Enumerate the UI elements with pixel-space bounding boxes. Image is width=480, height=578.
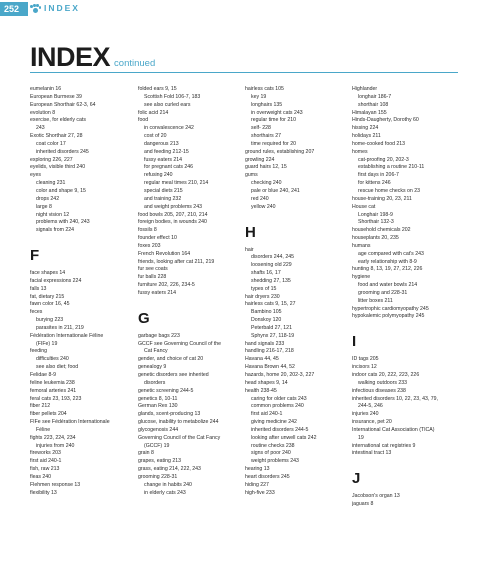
index-entry: fireworks 203 <box>30 450 61 457</box>
index-subentry: rescue home checks on 23 <box>358 187 420 194</box>
page-header <box>0 0 480 26</box>
index-subentry: injuries from 240 <box>36 442 75 449</box>
index-subentry: Shorthair 132-3 <box>358 219 394 226</box>
index-entry: handling 216-17, 218 <box>245 348 294 355</box>
index-entry: grooming 228-31 <box>138 473 178 480</box>
index-entry: hygiene <box>352 274 371 281</box>
paw-print-icon <box>30 4 40 14</box>
index-entry: insurance, pet 20 <box>352 419 392 426</box>
index-subentry: first aid 240-1 <box>251 411 283 418</box>
index-entry: ground rules, establishing 207 <box>245 148 315 155</box>
index-subentry: Longhair 198-9 <box>358 211 393 218</box>
index-entry: incisors 12 <box>352 364 377 371</box>
index-subentry: Donskoy 120 <box>251 317 282 324</box>
index-entry: facial expressions 224 <box>30 277 82 284</box>
index-entry: health 238-45 <box>245 387 277 394</box>
index-entry: hypertrophic cardiomyopathy 245 <box>352 305 429 312</box>
index-subentry: night vision 12 <box>36 211 70 218</box>
index-subentry: for kittens 246 <box>358 180 391 187</box>
index-entry: International Cat Association (TICA) <box>352 426 435 433</box>
index-entry: infectious diseases 238 <box>352 387 406 394</box>
index-column-3 <box>245 86 345 498</box>
page-number: 252 <box>0 2 28 16</box>
index-entry: glands, scent-producing 13 <box>138 411 201 418</box>
index-entry: heart disorders 245 <box>245 473 290 480</box>
index-entry: fiber pellets 204 <box>30 411 67 418</box>
index-entry: food <box>138 117 149 124</box>
section-letter: G <box>138 309 150 327</box>
index-column-2 <box>138 86 238 498</box>
index-entry: humans <box>352 242 371 249</box>
index-entry: GCCF see Governing Council of the <box>138 340 222 347</box>
index-subentry: caring for older cats 243 <box>251 395 307 402</box>
index-subentry: signs of poor 240 <box>251 450 291 457</box>
index-entry: glucose, inability to metabolize 244 <box>138 419 219 426</box>
index-entry: Himalayan 155 <box>352 109 387 116</box>
index-subentry: key 19 <box>251 93 267 100</box>
index-entry: homes <box>352 148 368 155</box>
index-subentry: cost of 20 <box>144 133 167 140</box>
index-subentry: shafts 16, 17 <box>251 270 281 277</box>
index-entry: femoral arteries 241 <box>30 387 77 394</box>
section-letter: I <box>352 333 357 351</box>
index-entry: European Shorthair 62-3, 64 <box>30 101 96 108</box>
index-entry: grass, eating 214, 222, 243 <box>138 466 201 473</box>
index-subentry: large 8 <box>36 203 52 210</box>
index-subentry: shorthair 108 <box>358 101 389 108</box>
index-entry: hunting 8, 13, 19, 27, 212, 226 <box>352 266 423 273</box>
index-entry: house-training 20, 23, 211 <box>352 195 412 202</box>
index-subentry: shorthairs 27 <box>251 133 281 140</box>
index-entry: foreign bodies, in wounds 240 <box>138 219 207 226</box>
index-entry: Havana 44, 45 <box>245 356 279 363</box>
index-entry: fossils 8 <box>138 227 157 234</box>
index-entry: growling 224 <box>245 156 275 163</box>
index-entry: fights 223, 224, 234 <box>30 434 76 441</box>
index-subentry: shedding 27, 135 <box>251 277 291 284</box>
index-subentry: 243 <box>36 125 45 132</box>
index-subentry: in convalescence 242 <box>144 125 194 132</box>
index-entry: European Burmese 39 <box>30 93 82 100</box>
section-letter: F <box>30 247 40 265</box>
index-columns <box>30 86 460 572</box>
index-entry: gender, and choice of cat 20 <box>138 356 204 363</box>
index-subentry: color and shape 9, 15 <box>36 187 86 194</box>
index-subentry: yellow 240 <box>251 203 276 210</box>
index-entry: fleas 240 <box>30 473 52 480</box>
index-entry: fur see coats <box>138 266 168 273</box>
index-subentry: looking after unwell cats 242 <box>251 434 317 441</box>
index-subentry: fussy eaters 214 <box>144 156 183 163</box>
index-subentry: parasites in 211, 219 <box>36 324 84 331</box>
index-entry: folic acid 214 <box>138 109 169 116</box>
index-entry: feeding <box>30 348 48 355</box>
index-subentry: change in habits 240 <box>144 481 192 488</box>
index-subentry: time required for 20 <box>251 140 296 147</box>
index-subentry: disorders <box>144 379 166 386</box>
index-subentry: establishing a routine 210-11 <box>358 164 425 171</box>
continued-label: continued <box>114 58 156 69</box>
index-subentry: burying 223 <box>36 317 64 324</box>
index-entry: Jacobson's organ 13 <box>352 493 400 500</box>
index-subentry: problems with 240, 243 <box>36 219 90 226</box>
index-subentry: longhair 186-7 <box>358 93 392 100</box>
index-entry: Hinds-Daugherty, Dorothy 60 <box>352 117 419 124</box>
index-entry: FIFe see Fédération Internationale <box>30 419 110 426</box>
index-subentry: dangerous 213 <box>144 140 179 147</box>
index-entry: flexibility 13 <box>30 489 57 496</box>
index-entry: exercise, for elderly cats <box>30 117 86 124</box>
running-title: INDEX <box>44 3 80 13</box>
index-subentry: disorders 244, 245 <box>251 254 294 261</box>
index-entry: indoor cats 20, 222, 223, 226 <box>352 372 420 378</box>
index-entry: foxes 203 <box>138 242 161 249</box>
index-entry: Exotic Shorthair 27, 28 <box>30 133 83 140</box>
index-subentry: cleaning 231 <box>36 180 66 187</box>
index-entry: Fédération Internationale Féline <box>30 332 104 339</box>
index-entry: furniture 202, 226, 234-5 <box>138 282 195 289</box>
index-heading: INDEX <box>30 42 111 72</box>
index-entry: intestinal tract 13 <box>352 450 392 457</box>
index-entry: hiding 227 <box>245 481 269 488</box>
index-subentry: and training 232 <box>144 195 182 202</box>
index-entry: head shapes 9, 14 <box>245 379 288 386</box>
index-subentry: loosening old 229 <box>251 262 292 269</box>
index-entry: Governing Council of the Cat Fancy <box>138 434 221 441</box>
index-entry: hearing 13 <box>245 466 270 473</box>
index-entry: hair dryers 230 <box>245 293 280 300</box>
title-rule <box>30 72 458 73</box>
index-entry: feline leukemia 238 <box>30 379 75 386</box>
index-entry: eyelids, visible third 240 <box>30 164 86 171</box>
index-subentry: 244-5, 246 <box>358 403 383 410</box>
index-entry: genealogy 9 <box>138 364 167 371</box>
index-subentry: signals from 224 <box>36 227 75 234</box>
index-entry: Havana Brown 44, 52 <box>245 364 295 371</box>
index-entry: gums <box>245 172 258 179</box>
index-entry: fat, dietary 215 <box>30 293 65 300</box>
index-entry: hazards, home 20, 202-3, 227 <box>245 372 315 378</box>
index-entry: holidays 211 <box>352 133 381 140</box>
index-subentry: walking outdoors 233 <box>358 379 408 386</box>
index-entry: genetics 8, 10-11 <box>138 395 178 402</box>
section-letter: H <box>245 223 256 241</box>
index-subentry: difficulties 240 <box>36 356 69 363</box>
index-entry: garbage bags 223 <box>138 332 180 339</box>
index-entry: Highlander <box>352 86 378 92</box>
index-subentry: longhairs 135 <box>251 101 283 108</box>
index-entry: genetic screening 244-5 <box>138 387 194 394</box>
index-entry: friends, looking after cat 211, 219 <box>138 258 215 265</box>
index-subentry: regular meal times 210, 214 <box>144 180 209 187</box>
index-entry: grain 8 <box>138 450 154 457</box>
index-entry: hypokalemic polymyopathy 245 <box>352 313 425 320</box>
page-title <box>30 42 155 73</box>
index-entry: fiber 212 <box>30 403 51 410</box>
index-subentry: types of 15 <box>251 285 277 292</box>
index-subentry: pale or blue 240, 241 <box>251 187 300 194</box>
index-entry: face shapes 14 <box>30 270 66 277</box>
index-subentry: Bambino 105 <box>251 309 282 316</box>
index-entry: fawn color 16, 45 <box>30 301 70 308</box>
index-subentry: in overweight cats 243 <box>251 109 303 116</box>
index-subentry: and feeding 212-15 <box>144 148 189 155</box>
index-subentry: Féline <box>36 426 51 433</box>
index-subentry: Cat Fancy <box>144 348 168 355</box>
index-entry: high-five 233 <box>245 489 275 496</box>
index-entry: ID tags 205 <box>352 356 379 363</box>
index-column-1 <box>30 86 130 498</box>
index-entry: French Revolution 164 <box>138 250 191 257</box>
index-subentry: weight problems 243 <box>251 458 299 465</box>
index-entry: Felidae 8-9 <box>30 372 56 378</box>
index-entry: eumelanin 16 <box>30 86 62 92</box>
index-entry: food bowls 205, 207, 210, 214 <box>138 211 208 218</box>
index-entry: houseplants 20, 235 <box>352 235 399 242</box>
index-entry: household chemicals 202 <box>352 227 411 234</box>
index-column-4 <box>352 86 452 509</box>
index-subentry: see also diet; food <box>36 364 79 371</box>
index-entry: hissing 224 <box>352 125 379 132</box>
index-subentry: early relationship with 8-9 <box>358 258 417 265</box>
index-entry: eyes <box>30 172 41 179</box>
index-entry: glycogenosis 244 <box>138 426 179 433</box>
index-entry: fussy eaters 214 <box>138 289 177 296</box>
index-entry: falls 13 <box>30 285 47 292</box>
index-subentry: litter boxes 211 <box>358 297 393 304</box>
index-subentry: (FIFe) 19 <box>36 340 58 347</box>
index-subentry: (GCCF) 19 <box>144 442 170 449</box>
index-subentry: in elderly cats 243 <box>144 489 186 496</box>
index-subentry: first days in 206-7 <box>358 172 399 179</box>
section-letter: J <box>352 470 361 488</box>
index-subentry: age compared with cat's 243 <box>358 250 424 257</box>
index-entry: hair <box>245 246 254 253</box>
index-subentry: regular time for 210 <box>251 117 296 124</box>
index-subentry: inherited disorders 244-5 <box>251 426 309 433</box>
index-subentry: refusing 240 <box>144 172 173 179</box>
index-entry: folded ears 9, 15 <box>138 86 177 92</box>
index-subentry: for pregnant cats 246 <box>144 164 194 171</box>
index-subentry: food and water bowls 214 <box>358 282 418 289</box>
index-entry: feces <box>30 309 43 316</box>
index-entry: home-cooked food 213 <box>352 140 406 147</box>
index-subentry: special diets 215 <box>144 187 183 194</box>
index-entry: hand signals 233 <box>245 340 285 347</box>
index-entry: jaguars 8 <box>352 501 374 508</box>
index-subentry: giving medicine 242 <box>251 419 297 426</box>
index-entry: founder effect 10 <box>138 235 177 242</box>
index-subentry: red 240 <box>251 195 269 202</box>
index-entry: Flehmen response 13 <box>30 481 81 488</box>
index-entry: fish, raw 213 <box>30 466 60 473</box>
index-entry: German Rex 130 <box>138 403 178 410</box>
index-entry: first aid 240-1 <box>30 458 62 465</box>
index-subentry: and weight problems 243 <box>144 203 202 210</box>
index-entry: hairless cats 9, 15, 27 <box>245 301 296 308</box>
index-entry: international cat registries 9 <box>352 442 416 449</box>
index-subentry: Sphynx 27, 118-19 <box>251 332 295 339</box>
index-subentry: routine checks 238 <box>251 442 295 449</box>
index-entry: exploring 226, 227 <box>30 156 73 163</box>
index-subentry: cat-proofing 20, 202-3 <box>358 156 409 163</box>
index-entry: genetic disorders see inherited <box>138 372 209 378</box>
index-subentry: common problems 240 <box>251 403 304 410</box>
index-subentry: inherited disorders 245 <box>36 148 89 155</box>
index-subentry: grooming and 228-31 <box>358 289 408 296</box>
index-subentry: Scottish Fold 106-7, 183 <box>144 93 201 100</box>
index-subentry: 19 <box>358 434 364 441</box>
index-entry: guard hairs 12, 15 <box>245 164 287 171</box>
index-entry: injuries 240 <box>352 411 379 418</box>
index-entry: hairless cats 105 <box>245 86 284 92</box>
index-entry: inherited disorders 10, 22, 23, 43, 79, <box>352 395 438 402</box>
index-subentry: checking 240 <box>251 180 282 187</box>
index-entry: House cat <box>352 203 376 210</box>
index-entry: fur balls 228 <box>138 274 167 281</box>
index-entry: grapes, eating 213 <box>138 458 181 465</box>
index-subentry: coat color 17 <box>36 140 66 147</box>
index-subentry: drops 242 <box>36 195 60 202</box>
index-subentry: Peterbald 27, 121 <box>251 324 292 331</box>
index-entry: evolution 8 <box>30 109 56 116</box>
index-entry: feral cats 23, 193, 223 <box>30 395 82 402</box>
index-subentry: see also curled ears <box>144 101 191 108</box>
index-subentry: self- 228 <box>251 125 271 132</box>
